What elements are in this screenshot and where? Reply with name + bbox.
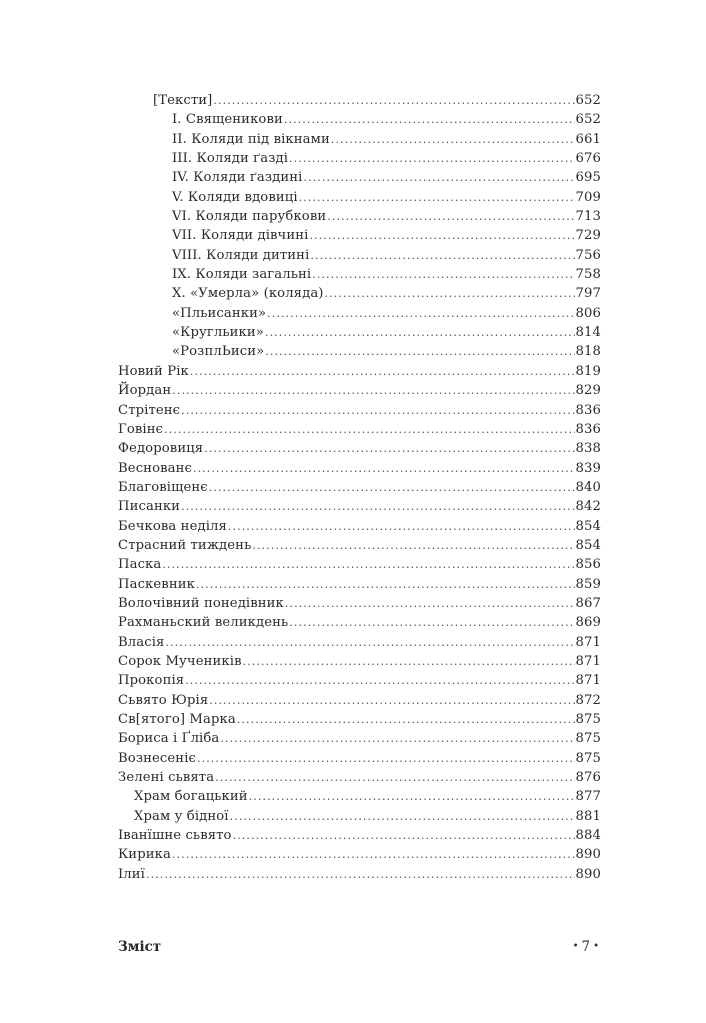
running-footer-title: Зміст <box>118 939 162 955</box>
dot-leader <box>285 594 575 613</box>
dot-leader <box>243 652 575 671</box>
dot-leader <box>284 110 575 129</box>
toc-entry-page: 819 <box>575 363 601 379</box>
dot-leader <box>204 439 574 458</box>
toc-entry-page: 877 <box>575 789 601 805</box>
toc-entry-page: 797 <box>575 286 601 302</box>
dot-leader <box>237 710 575 729</box>
toc-entry-title: Стрітенє <box>118 402 181 418</box>
toc-entry-page: 818 <box>575 344 601 360</box>
toc-entry-title: VIII. Коляди дитині <box>172 247 310 263</box>
toc-entry-page: 876 <box>575 770 601 786</box>
toc-entry-title: Веснованє <box>118 460 192 476</box>
toc-entry <box>118 226 601 245</box>
toc-entry-title: Сорок Мучеників <box>118 653 242 669</box>
toc-entry <box>118 729 601 748</box>
toc-entry-page: 881 <box>575 808 601 824</box>
toc-entry <box>118 439 601 458</box>
toc-entry-title: V. Коляди вдовиці <box>172 189 298 205</box>
toc-entry-title: [Тексти] <box>153 93 213 108</box>
toc-entry-title: X. «Умерла» (коляда) <box>172 286 324 302</box>
dot-leader <box>181 497 574 516</box>
toc-entry-title: Волочівний понедівник <box>118 595 284 611</box>
toc-entry-title: Новий Рік <box>118 363 189 379</box>
dot-leader <box>228 517 575 536</box>
toc-entry <box>118 401 601 420</box>
toc-entry <box>118 381 601 400</box>
toc-entry <box>118 323 601 342</box>
toc-entry <box>118 768 601 787</box>
page-number-value: 7 <box>581 939 591 955</box>
toc-entry-page: 709 <box>575 189 601 205</box>
toc-entry-title: Паска <box>118 557 162 573</box>
toc-entry-page: 838 <box>575 441 601 457</box>
ornament-dot-left: • <box>572 941 579 952</box>
toc-entry-title: Власія <box>118 634 165 650</box>
dot-leader <box>309 226 574 245</box>
dot-leader <box>325 284 575 303</box>
toc-entry-page: 859 <box>575 576 601 592</box>
toc-entry-page: 890 <box>575 866 601 882</box>
dot-leader <box>196 575 575 594</box>
toc-entry <box>118 671 601 690</box>
toc-entry-title: Зелені сьвята <box>118 770 215 786</box>
toc-entry-title: Бечкова неділя <box>118 518 227 534</box>
dot-leader <box>252 536 574 555</box>
toc-entry <box>118 265 601 284</box>
toc-entry-page: 806 <box>575 305 601 321</box>
toc-entry-title: «Пльисанки» <box>172 305 267 321</box>
dot-leader <box>310 246 574 265</box>
toc-entry <box>118 188 601 207</box>
toc-entry-title: Св[ятого] Марка <box>118 712 236 727</box>
dot-leader <box>209 691 574 710</box>
toc-entry-page: 758 <box>575 267 601 283</box>
page-number <box>560 939 602 955</box>
toc-entry <box>118 130 601 149</box>
dot-leader <box>327 207 574 226</box>
toc-entry-title: Рахманьский великдень <box>118 615 289 631</box>
dot-leader <box>162 555 574 574</box>
toc-entry-title: Бориса і Ґліба <box>118 731 220 747</box>
toc-entry-page: 652 <box>575 93 601 108</box>
toc-entry-title: Прокопія <box>118 673 185 689</box>
toc-entry <box>118 826 601 845</box>
toc-entry <box>118 594 601 613</box>
toc-entry-page: 875 <box>575 750 601 766</box>
toc-entry <box>118 304 601 323</box>
toc-entry <box>118 845 601 864</box>
dot-leader <box>215 768 574 787</box>
dot-leader <box>304 168 575 187</box>
dot-leader <box>197 749 575 768</box>
toc-entry <box>118 342 601 361</box>
toc-entry-page: 871 <box>575 673 601 689</box>
dot-leader <box>146 865 575 884</box>
toc-entry-title: Паскевник <box>118 576 195 592</box>
dot-leader <box>193 459 575 478</box>
dot-leader <box>172 845 575 864</box>
dot-leader <box>209 478 575 497</box>
toc-entry <box>118 497 601 516</box>
dot-leader <box>164 420 574 439</box>
toc-entry-page: 836 <box>575 402 601 418</box>
toc-entry-title: Вознесенiє <box>118 750 196 766</box>
toc-entry-page: 839 <box>575 460 601 476</box>
toc-entry-page: 840 <box>575 479 601 495</box>
dot-leader <box>181 401 574 420</box>
dot-leader <box>312 265 574 284</box>
toc-entry-title: Храм богацький <box>134 789 248 805</box>
dot-leader <box>230 807 575 826</box>
toc-entry-title: Федоровиця <box>118 441 204 457</box>
toc-entry <box>118 710 601 729</box>
toc-entry-title: Страсний тиждень <box>118 537 252 553</box>
toc-entry-title: Ілиї <box>118 866 145 882</box>
toc-entry <box>118 807 601 826</box>
dot-leader <box>331 130 575 149</box>
dot-leader <box>190 362 575 381</box>
toc-entry-page: 756 <box>575 247 601 263</box>
toc-entry-page: 652 <box>575 112 601 128</box>
dot-leader <box>265 342 574 361</box>
toc-entry-title: Іванїшне сьвято <box>118 828 232 844</box>
toc-entry-title: Писанки <box>118 499 181 515</box>
toc-entry <box>118 110 601 129</box>
toc-entry <box>118 168 601 187</box>
toc-entry-page: 695 <box>575 170 601 186</box>
table-of-contents <box>118 91 601 884</box>
toc-entry <box>118 749 601 768</box>
toc-entry-title: «Кругльики» <box>172 325 264 341</box>
toc-entry-page: 867 <box>575 595 601 611</box>
dot-leader <box>233 826 575 845</box>
toc-entry-page: 869 <box>575 615 601 631</box>
toc-entry <box>118 555 601 574</box>
toc-entry-title: II. Коляди під вікнами <box>172 131 330 147</box>
dot-leader <box>185 671 574 690</box>
toc-entry-title: Благовіщенє <box>118 479 208 495</box>
toc-entry-page: 856 <box>575 557 601 573</box>
toc-entry-page: 661 <box>575 131 601 147</box>
toc-entry-page: 854 <box>575 518 601 534</box>
toc-entry-title: Говінє <box>118 421 164 437</box>
dot-leader <box>265 323 575 342</box>
toc-entry <box>118 362 601 381</box>
toc-entry <box>118 517 601 536</box>
toc-entry-title: III. Коляди ґазді <box>172 151 289 167</box>
toc-entry-page: 871 <box>575 653 601 669</box>
toc-entry <box>118 652 601 671</box>
toc-entry <box>118 691 601 710</box>
toc-entry-page: 729 <box>575 228 601 244</box>
toc-entry-page: 814 <box>575 325 601 341</box>
toc-entry-page: 884 <box>575 828 601 844</box>
toc-entry <box>118 575 601 594</box>
toc-entry-page: 676 <box>575 151 601 167</box>
dot-leader <box>165 633 574 652</box>
toc-entry <box>118 91 601 110</box>
toc-entry-page: 713 <box>575 209 601 225</box>
toc-entry-title: Йордан <box>118 383 172 399</box>
toc-entry-title: Кирика <box>118 847 171 863</box>
toc-entry-page: 854 <box>575 537 601 553</box>
dot-leader <box>249 787 575 806</box>
toc-entry <box>118 536 601 555</box>
toc-entry-page: 842 <box>575 499 601 515</box>
toc-entry <box>118 865 601 884</box>
dot-leader <box>289 613 574 632</box>
toc-entry-page: 875 <box>575 731 601 747</box>
toc-entry-title: Храм у бідної <box>134 808 229 824</box>
toc-entry-page: 890 <box>575 847 601 863</box>
toc-entry-page: 829 <box>575 383 601 399</box>
dot-leader <box>172 381 574 400</box>
toc-entry-title: I. Священикови <box>172 112 283 128</box>
dot-leader <box>289 149 574 168</box>
dot-leader <box>220 729 574 748</box>
toc-entry-title: VI. Коляди парубкови <box>172 209 327 225</box>
toc-entry <box>118 478 601 497</box>
toc-entry <box>118 787 601 806</box>
toc-entry-page: 871 <box>575 634 601 650</box>
toc-entry <box>118 149 601 168</box>
toc-entry-title: VII. Коляди дівчині <box>172 228 309 244</box>
toc-entry-title: «РозплЬиси» <box>172 344 265 360</box>
toc-entry-page: 875 <box>575 712 601 727</box>
toc-entry-page: 872 <box>575 692 601 708</box>
toc-entry <box>118 420 601 439</box>
toc-entry-title: IV. Коляди ґаздині <box>172 170 303 186</box>
dot-leader <box>213 91 574 110</box>
dot-leader <box>267 304 574 323</box>
toc-entry <box>118 207 601 226</box>
toc-entry-title: Сьвято Юрія <box>118 692 209 708</box>
toc-entry-title: IX. Коляди загальні <box>172 267 312 283</box>
toc-entry <box>118 633 601 652</box>
toc-entry-page: 836 <box>575 421 601 437</box>
toc-entry <box>118 459 601 478</box>
toc-entry <box>118 246 601 265</box>
toc-entry <box>118 284 601 303</box>
dot-leader <box>299 188 575 207</box>
toc-entry <box>118 613 601 632</box>
ornament-dot-right: • <box>593 941 599 952</box>
